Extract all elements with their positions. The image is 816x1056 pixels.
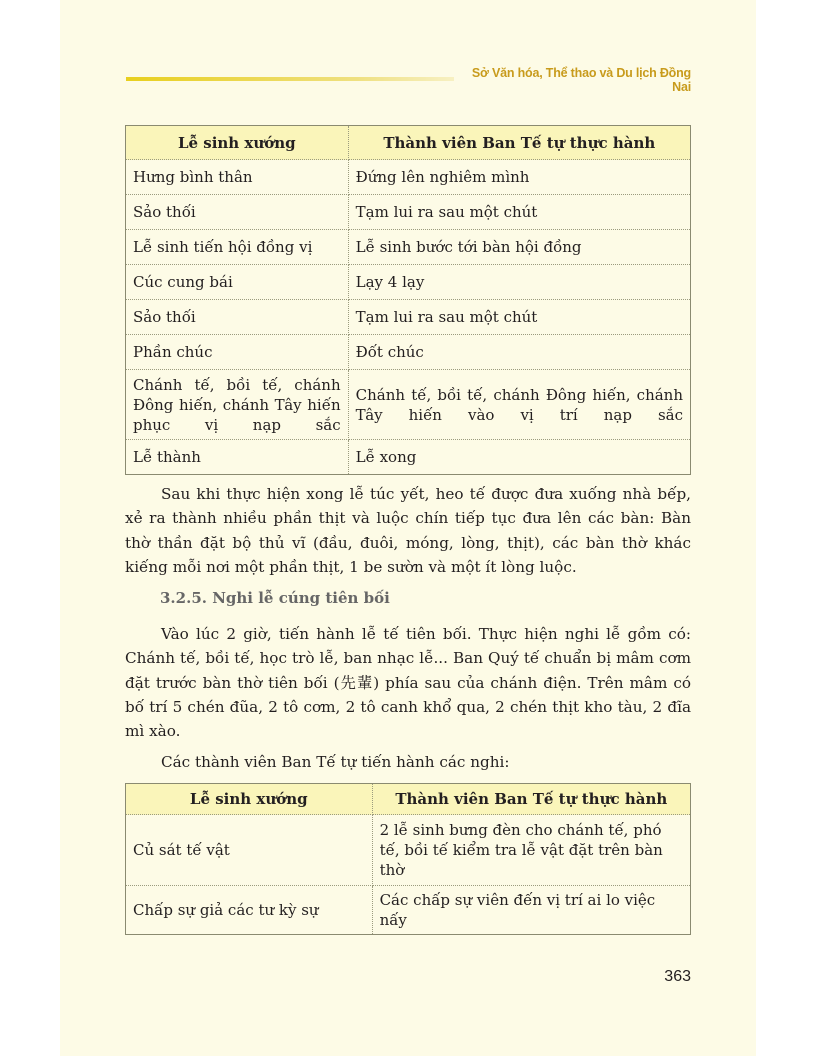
section-heading: 3.2.5. Nghi lễ cúng tiên bối [160, 589, 390, 607]
rite-table-1 [125, 125, 691, 475]
header-rule [126, 77, 454, 81]
paragraph-text: Sau khi thực hiện xong lễ túc yết, heo tế được đưa xuống nhà bếp, xẻ ra thành nhiều phần thịt và luộc chín tiếp tục đưa lên các bàn: Bàn thờ thần đặt bộ thủ vĩ (đầu, đuôi, móng, lòng, thịt), các bàn thờ khác kiếng mỗi nơi một phần thịt, 1 be sườn và một ít lòng luộc. [125, 485, 691, 576]
table-row [126, 195, 691, 230]
rite-table-2 [125, 783, 691, 935]
cell-chant: Phần chúc [126, 335, 349, 370]
cell-action: Tạm lui ra sau một chút [348, 195, 690, 230]
table-row [126, 335, 691, 370]
cell-chant: Chấp sự giả các tư kỳ sự [126, 886, 373, 935]
table-header-row [126, 784, 691, 815]
column-header-action: Thành viên Ban Tế tự thực hành [348, 126, 690, 160]
table-row [126, 370, 691, 440]
table-row [126, 886, 691, 935]
cell-chant: Cúc cung bái [126, 265, 349, 300]
column-header-chant: Lễ sinh xướng [126, 126, 349, 160]
cell-action: Lễ sinh bước tới bàn hội đồng [348, 230, 690, 265]
running-header: Sở Văn hóa, Thể thao và Du lịch Đồng Nai [471, 66, 691, 94]
table-row [126, 230, 691, 265]
table-row [126, 815, 691, 886]
table-row [126, 160, 691, 195]
cell-chant: Hưng bình thân [126, 160, 349, 195]
cell-action: Chánh tế, bồi tế, chánh Đông hiến, chánh Tây hiến vào vị trí nạp sắc [348, 370, 690, 440]
column-header-chant: Lễ sinh xướng [126, 784, 373, 815]
cell-action: Các chấp sự viên đến vị trí ai lo việc nấy [372, 886, 690, 935]
cell-action: Tạm lui ra sau một chút [348, 300, 690, 335]
body-paragraph [125, 622, 691, 743]
column-header-action: Thành viên Ban Tế tự thực hành [372, 784, 690, 815]
body-paragraph [125, 482, 691, 579]
cell-action: Đứng lên nghiêm mình [348, 160, 690, 195]
cell-action: Lễ xong [348, 440, 690, 475]
cell-chant: Chánh tế, bồi tế, chánh Đông hiến, chánh Tây hiến phục vị nạp sắc [126, 370, 349, 440]
cell-action: Đốt chúc [348, 335, 690, 370]
cell-chant: Củ sát tế vật [126, 815, 373, 886]
cell-action: Lạy 4 lạy [348, 265, 690, 300]
cell-chant: Lễ sinh tiến hội đồng vị [126, 230, 349, 265]
paragraph-text: Vào lúc 2 giờ, tiến hành lễ tế tiên bối. Thực hiện nghi lễ gồm có: Chánh tế, bồi tế, học trò lễ, ban nhạc lễ... Ban Quý tế chuẩn bị mâm cơm đặt trước bàn thờ tiên bối (先輩) phía sau của chánh điện. Trên mâm có bố trí 5 chén đũa, 2 tô cơm, 2 tô canh khổ qua, 2 chén thịt kho tàu, 2 đĩa mì xào. [125, 625, 691, 741]
cell-chant: Sảo thối [126, 300, 349, 335]
cell-action: 2 lễ sinh bưng đèn cho chánh tế, phó tế, bồi tế kiểm tra lễ vật đặt trên bàn thờ [372, 815, 690, 886]
body-paragraph [125, 750, 691, 774]
cell-chant: Lễ thành [126, 440, 349, 475]
table-header-row [126, 126, 691, 160]
page-number: 363 [664, 968, 691, 985]
table-row [126, 440, 691, 475]
table-row [126, 300, 691, 335]
cell-chant: Sảo thối [126, 195, 349, 230]
paragraph-text: Các thành viên Ban Tế tự tiến hành các nghi: [161, 753, 510, 771]
table-row [126, 265, 691, 300]
